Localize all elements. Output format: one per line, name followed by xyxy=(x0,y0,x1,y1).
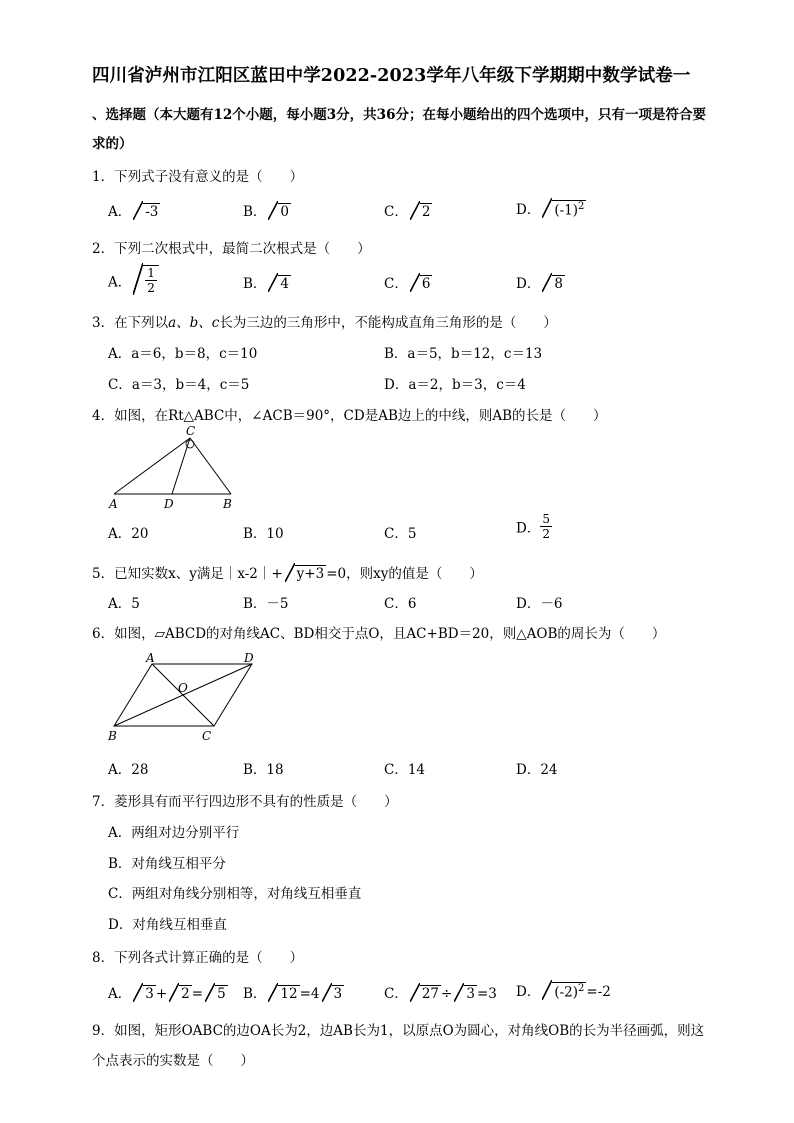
q4-option-b: B．10 xyxy=(243,526,284,542)
question-2-stem: 2．下列二次根式中，最简二次根式是（ ） xyxy=(92,241,371,257)
label-b: B xyxy=(223,497,232,511)
sqrt-icon: 2 xyxy=(169,985,192,1002)
q1-option-d: D． $(-1)^2$ xyxy=(516,200,585,218)
q8-option-a: A． 3 + 2 = 5 xyxy=(108,986,226,1002)
q3-option-d: D．a＝2，b＝3，c＝4 xyxy=(384,377,526,393)
q4-triangle-figure xyxy=(100,424,250,516)
q2-option-a: A． $\frac{1}{2}$ xyxy=(108,265,159,295)
q2-option-c: C． 6 xyxy=(384,276,431,292)
right-angle-mark-icon xyxy=(186,440,194,448)
question-5-stem: 5．已知实数x、y满足｜x-2｜+ y+3 =0，则xy的值是（ ） xyxy=(92,566,483,582)
q6-option-c: C．14 xyxy=(384,762,426,778)
q7-option-d: D．对角线互相垂直 xyxy=(108,917,227,933)
q6-parallelogram-figure xyxy=(104,650,264,744)
q5-option-d: D．－6 xyxy=(516,596,563,612)
label-a: A xyxy=(109,497,118,511)
sqrt-icon: $(-1)^2$ xyxy=(542,200,586,219)
page-title: 四川省泸州市江阳区蓝田中学2022-2023学年八年级下学期期中数学试卷一 xyxy=(92,66,691,86)
q7-option-b: B．对角线互相平分 xyxy=(108,856,226,872)
q3-option-c: C．a＝3，b＝4，c＝5 xyxy=(108,377,250,393)
sqrt-icon: y+3 xyxy=(285,565,327,582)
sqrt-icon: 12 xyxy=(268,985,299,1002)
question-9-line1: 9．如图，矩形OABC的边OA长为2，边AB长为1，以原点O为圆心，对角线OB的长为半径画弧，则这 xyxy=(92,1023,705,1039)
question-6-stem: 6．如图，▱ABCD的对角线AC、BD相交于点O，且AC+BD＝20，则△AOB的周长为（ ） xyxy=(92,626,666,642)
q7-option-a: A．两组对边分别平行 xyxy=(108,825,240,841)
sqrt-icon: 0 xyxy=(268,203,291,220)
label-c: C xyxy=(186,424,196,438)
q8-option-d: D． $(-2)^2 =-2$ xyxy=(516,982,611,1000)
diagonal-bd xyxy=(114,664,252,726)
label-o: O xyxy=(178,681,188,695)
q3-option-b: B．a＝5，b＝12，c＝13 xyxy=(384,346,543,362)
sqrt-icon: 3 xyxy=(454,985,477,1002)
q5-option-b: B．－5 xyxy=(243,596,289,612)
q1-option-a: A． -3 xyxy=(108,204,159,220)
question-1-stem: 1．下列式子没有意义的是（ ） xyxy=(92,169,304,185)
q4-option-d: D． $\frac{5}{2}$ xyxy=(516,512,550,541)
q1-option-c: C． 2 xyxy=(384,204,431,220)
q5-option-a: A．5 xyxy=(108,596,140,612)
q4-option-c: C．5 xyxy=(384,526,417,542)
sqrt-icon: 5 xyxy=(205,985,228,1002)
q2-option-d: D． 8 xyxy=(516,276,563,292)
sqrt-icon: 2 xyxy=(410,203,433,220)
q7-option-c: C．两组对角线分别相等，对角线互相垂直 xyxy=(108,886,362,902)
question-9-line2: 个点表示的实数是（ ） xyxy=(92,1053,254,1069)
sqrt-icon: 3 xyxy=(322,985,345,1002)
section-header-line2: 求的） xyxy=(92,136,133,152)
section-header-line1: 、选择题（本大题有12个小题，每小题3分，共36分；在每小题给出的四个选项中，只有一项是符合要 xyxy=(92,107,706,123)
label-b: B xyxy=(108,729,117,743)
sqrt-icon: 3 xyxy=(133,985,156,1002)
q5-option-c: C．6 xyxy=(384,596,417,612)
q4-option-a: A．20 xyxy=(108,526,149,542)
q8-option-b: B． 12 =4 3 xyxy=(243,986,343,1002)
sqrt-icon: $\frac{1}{2}$ xyxy=(133,265,159,295)
sqrt-icon: 27 xyxy=(410,985,441,1002)
question-7-stem: 7．菱形具有而平行四边形不具有的性质是（ ） xyxy=(92,794,398,810)
q1-option-b: B． 0 xyxy=(243,204,290,220)
sqrt-icon: 8 xyxy=(542,275,565,292)
q6-option-d: D．24 xyxy=(516,762,558,778)
sqrt-icon: 4 xyxy=(268,275,291,292)
label-d: D xyxy=(244,651,254,665)
sqrt-icon: $(-2)^2$ xyxy=(542,982,586,1001)
label-a: A xyxy=(146,651,155,665)
question-3-stem: 3．在下列以a、b、c长为三边的三角形中，不能构成直角三角形的是（ ） xyxy=(92,315,557,331)
q3-option-a: A．a＝6，b＝8，c＝10 xyxy=(108,346,258,362)
q6-option-b: B．18 xyxy=(243,762,284,778)
q6-option-a: A．28 xyxy=(108,762,149,778)
question-4-stem: 4．如图，在Rt△ABC中，∠ACB＝90°，CD是AB边上的中线，则AB的长是（ ） xyxy=(92,408,607,424)
q8-option-c: C． 27 ÷ 3 =3 xyxy=(384,986,497,1002)
q2-option-b: B． 4 xyxy=(243,276,290,292)
label-c: C xyxy=(202,729,212,743)
question-8-stem: 8．下列各式计算正确的是（ ） xyxy=(92,950,304,966)
segment-ac xyxy=(114,438,190,494)
sqrt-icon: 6 xyxy=(410,275,433,292)
sqrt-icon: -3 xyxy=(133,203,160,220)
label-d: D xyxy=(164,497,174,511)
segment-bc xyxy=(190,438,231,494)
